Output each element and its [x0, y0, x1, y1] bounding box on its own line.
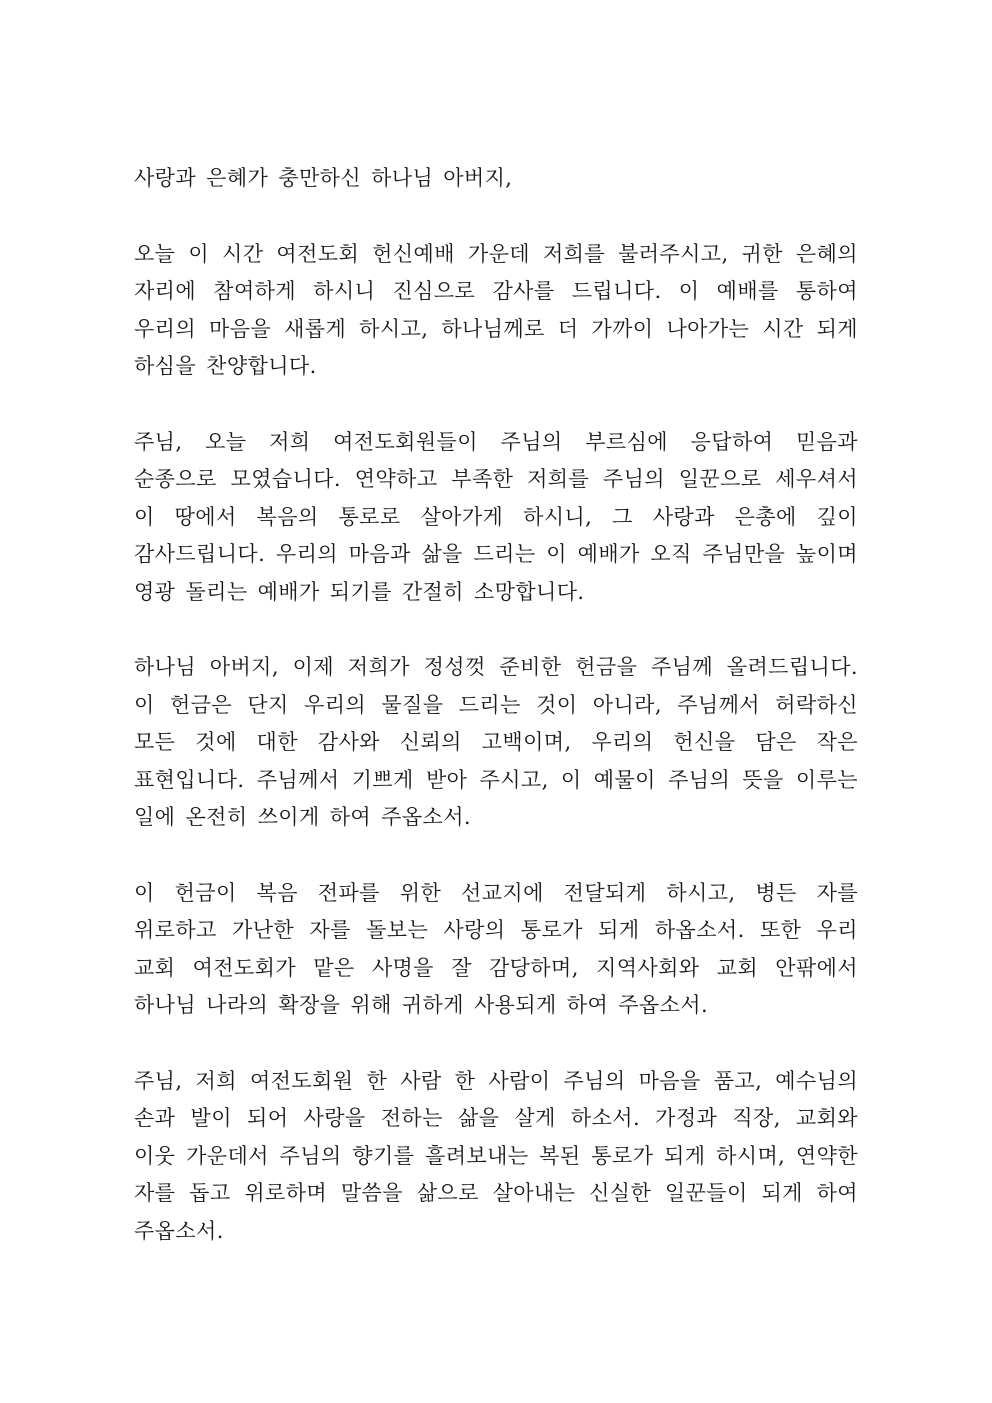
- paragraph-3: 하나님 아버지, 이제 저희가 정성껏 준비한 헌금을 주님께 올려드립니다. 이 헌금은 단지 우리의 물질을 드리는 것이 아니라, 주님께서 허락하신 모든 것에 대한 감사와 신뢰의 고백이며, 우리의 헌신을 담은 작은 표현입니다. 주님께서 기쁘게 받아 주시고, 이 예물이 주님의 뜻을 이루는 일에 온전히 쓰이게 하여 주옵소서.: [134, 655, 858, 829]
- paragraph-2: 주님, 오늘 저희 여전도회원들이 주님의 부르심에 응답하여 믿음과 순종으로 모였습니다. 연약하고 부족한 저희를 주님의 일꾼으로 세우셔서 이 땅에서 복음의 통로로 살아가게 하시니, 그 사랑과 은총에 깊이 감사드립니다. 우리의 마음과 삶을 드리는 이 예배가 오직 주님만을 높이며 영광 돌리는 예배가 되기를 간절히 소망합니다.: [134, 429, 858, 604]
- paragraph-5: 주님, 저희 여전도회원 한 사람 한 사람이 주님의 마음을 품고, 예수님의 손과 발이 되어 사랑을 전하는 삶을 살게 하소서. 가정과 직장, 교회와 이웃 가운데서 주님의 향기를 흘려보내는 복된 통로가 되게 하시며, 연약한 자를 돕고 위로하며 말씀을 삶으로 살아내는 신실한 일꾼들이 되게 하여 주옵소서.: [134, 1068, 858, 1243]
- paragraph-4: 이 헌금이 복음 전파를 위한 선교지에 전달되게 하시고, 병든 자를 위로하고 가난한 자를 돌보는 사랑의 통로가 되게 하옵소서. 또한 우리 교회 여전도회가 맡은 사명을 잘 감당하며, 지역사회와 교회 안팎에서 하나님 나라의 확장을 위해 귀하게 사용되게 하여 주옵소서.: [134, 880, 858, 1017]
- opening-line: 사랑과 은혜가 충만하신 하나님 아버지,: [134, 166, 513, 190]
- paragraph-1: 오늘 이 시간 여전도회 헌신예배 가운데 저희를 불러주시고, 귀한 은혜의 자리에 참여하게 하시니 진심으로 감사를 드립니다. 이 예배를 통하여 우리의 마음을 새롭게 하시고, 하나님께로 더 가까이 나아가는 시간 되게 하심을 찬양합니다.: [134, 241, 858, 378]
- prayer-text: [134, 160, 858, 1288]
